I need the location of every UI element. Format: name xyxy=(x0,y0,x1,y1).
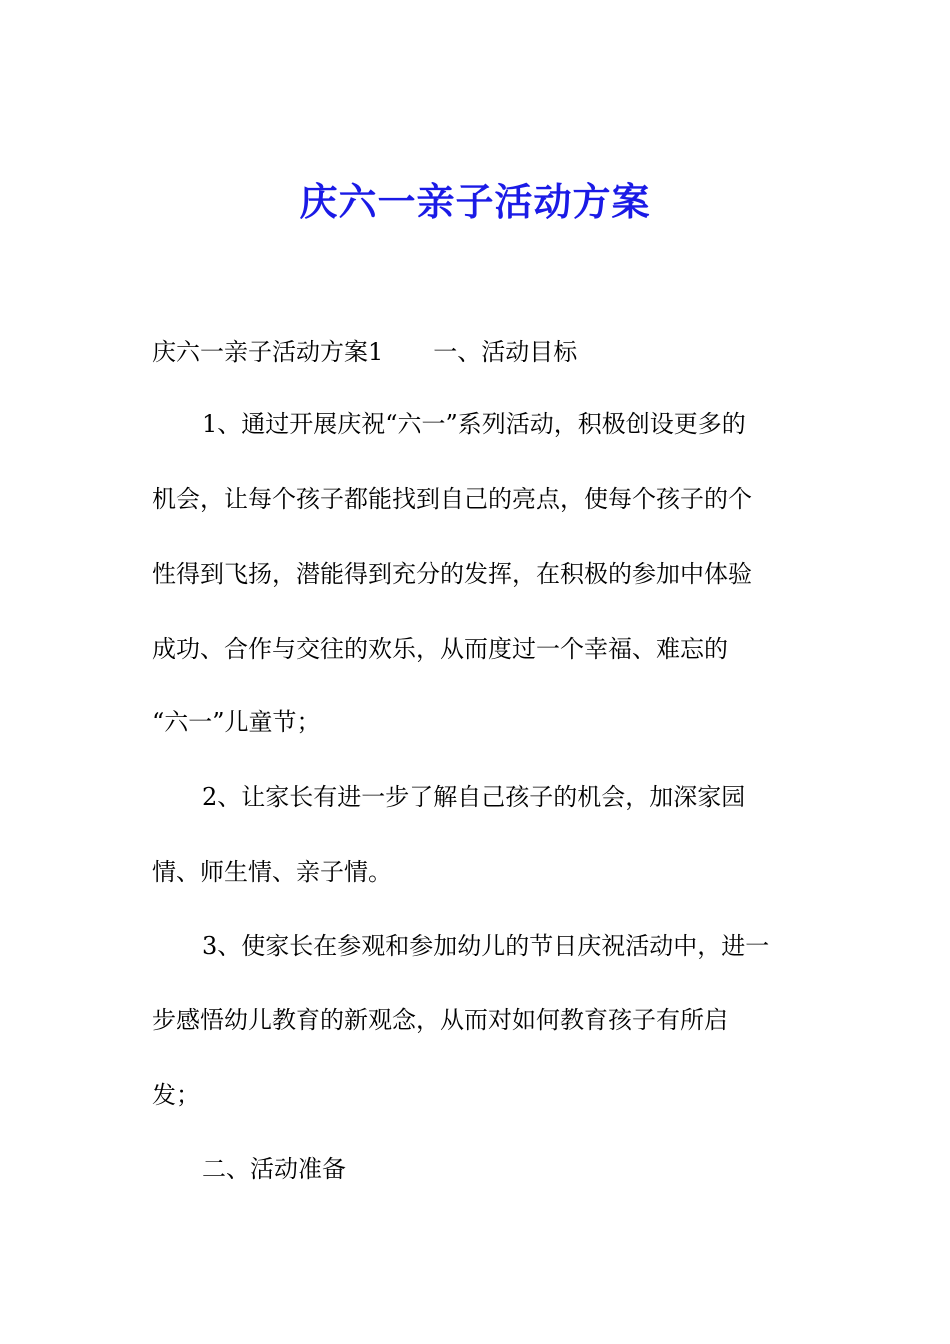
heading-line xyxy=(152,334,812,370)
paragraph-line: “六一”儿童节； xyxy=(152,708,321,736)
paragraph-line: 成功、合作与交往的欢乐，从而度过一个幸福、难忘的 xyxy=(152,635,728,663)
section-heading-goals: 一、活动目标 xyxy=(433,338,578,366)
paragraph-line: 性得到飞扬，潜能得到充分的发挥，在积极的参加中体验 xyxy=(152,560,752,588)
paragraph-line: 发； xyxy=(152,1081,200,1109)
paragraph-line: 机会，让每个孩子都能找到自己的亮点，使每个孩子的个 xyxy=(152,485,752,513)
paragraph-line: 1、通过开展庆祝“六一”系列活动，积极创设更多的 xyxy=(202,410,746,438)
document-title: 庆六一亲子活动方案 xyxy=(299,179,651,224)
paragraph-line: 情、师生情、亲子情。 xyxy=(152,858,392,886)
paragraph-line: 2、让家长有进一步了解自己孩子的机会，加深家园 xyxy=(202,783,746,811)
plan-label: 庆六一亲子活动方案1 xyxy=(152,338,384,366)
paragraph-line: 步感悟幼儿教育的新观念，从而对如何教育孩子有所启 xyxy=(152,1006,728,1034)
paragraph-line: 3、使家长在参观和参加幼儿的节日庆祝活动中，进一 xyxy=(202,932,770,960)
section-heading-preparation: 二、活动准备 xyxy=(202,1155,346,1183)
